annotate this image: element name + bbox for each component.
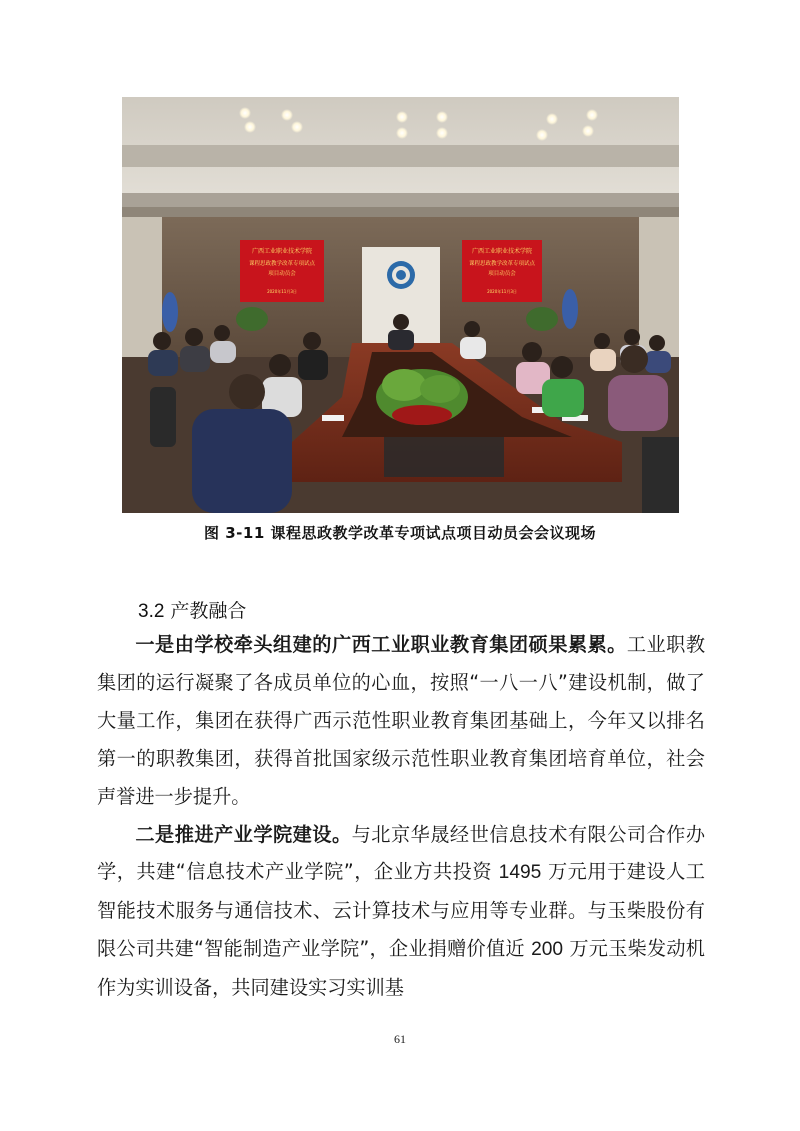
section-title: 产教融合 bbox=[170, 600, 247, 622]
banner-right bbox=[462, 240, 542, 302]
investment-amount: 1495 bbox=[498, 862, 542, 884]
paragraph-text: 万元玉柴发动机作为实训设备，共同建设实习实训基 bbox=[97, 937, 705, 1000]
figure-caption: 图 3-11 课程思政教学改革专项试点项目动员会会议现场 bbox=[204, 524, 596, 542]
meeting-room-illustration bbox=[122, 97, 679, 513]
paragraph-industry-group bbox=[97, 626, 705, 816]
svg-text:项目动员会: 项目动员会 bbox=[268, 271, 296, 277]
section-number: 3.2 bbox=[138, 601, 165, 622]
svg-text:课程思政教学改革专项试点: 课程思政教学改革专项试点 bbox=[468, 261, 536, 267]
paragraph-text: 万元用于建设人工智能技术服务与通信技术、云计算技术与应用等专业群。与玉柴股份有限公司共建“智能制造产业学院”，企业捐赠价值近 bbox=[97, 860, 705, 961]
svg-text:广西工业职业技术学院: 广西工业职业技术学院 bbox=[471, 248, 533, 255]
paragraph-lead: 二是推进产业学院建设。 bbox=[135, 822, 352, 846]
svg-text:2020年11月3日: 2020年11月3日 bbox=[487, 289, 517, 294]
banner-left bbox=[240, 240, 324, 302]
table-centerpiece-plant bbox=[376, 369, 468, 425]
page-number: 61 bbox=[394, 1032, 406, 1046]
svg-text:项目动员会: 项目动员会 bbox=[488, 271, 516, 277]
meeting-room-photo bbox=[122, 97, 679, 513]
donation-amount: 200 bbox=[531, 939, 564, 961]
body-text bbox=[97, 626, 705, 1007]
paragraph-text: 与北京华晟经世信息技术有限公司合作办学，共建“信息技术产业学院”，企业方共投资 bbox=[97, 822, 706, 884]
section-heading bbox=[138, 596, 246, 623]
paragraph-lead: 一是由学校牵头组建的广西工业职业教育集团硕果累累。 bbox=[135, 633, 627, 656]
svg-text:2020年11月3日: 2020年11月3日 bbox=[267, 289, 297, 294]
paragraph-text: 工业职教集团的运行凝聚了各成员单位的心血，按照“一八一八”建设机制，做了大量工作，集团在获得广西示范性职业教育集团基础上，今年又以排名第一的职教集团，获得首批国家级示范性职业教育集团培育单位，社会声誉进一步提升。 bbox=[97, 633, 706, 808]
paragraph-industry-college bbox=[97, 816, 705, 1008]
svg-text:课程思政教学改革专项试点: 课程思政教学改革专项试点 bbox=[248, 261, 316, 267]
svg-text:广西工业职业技术学院: 广西工业职业技术学院 bbox=[251, 248, 313, 255]
